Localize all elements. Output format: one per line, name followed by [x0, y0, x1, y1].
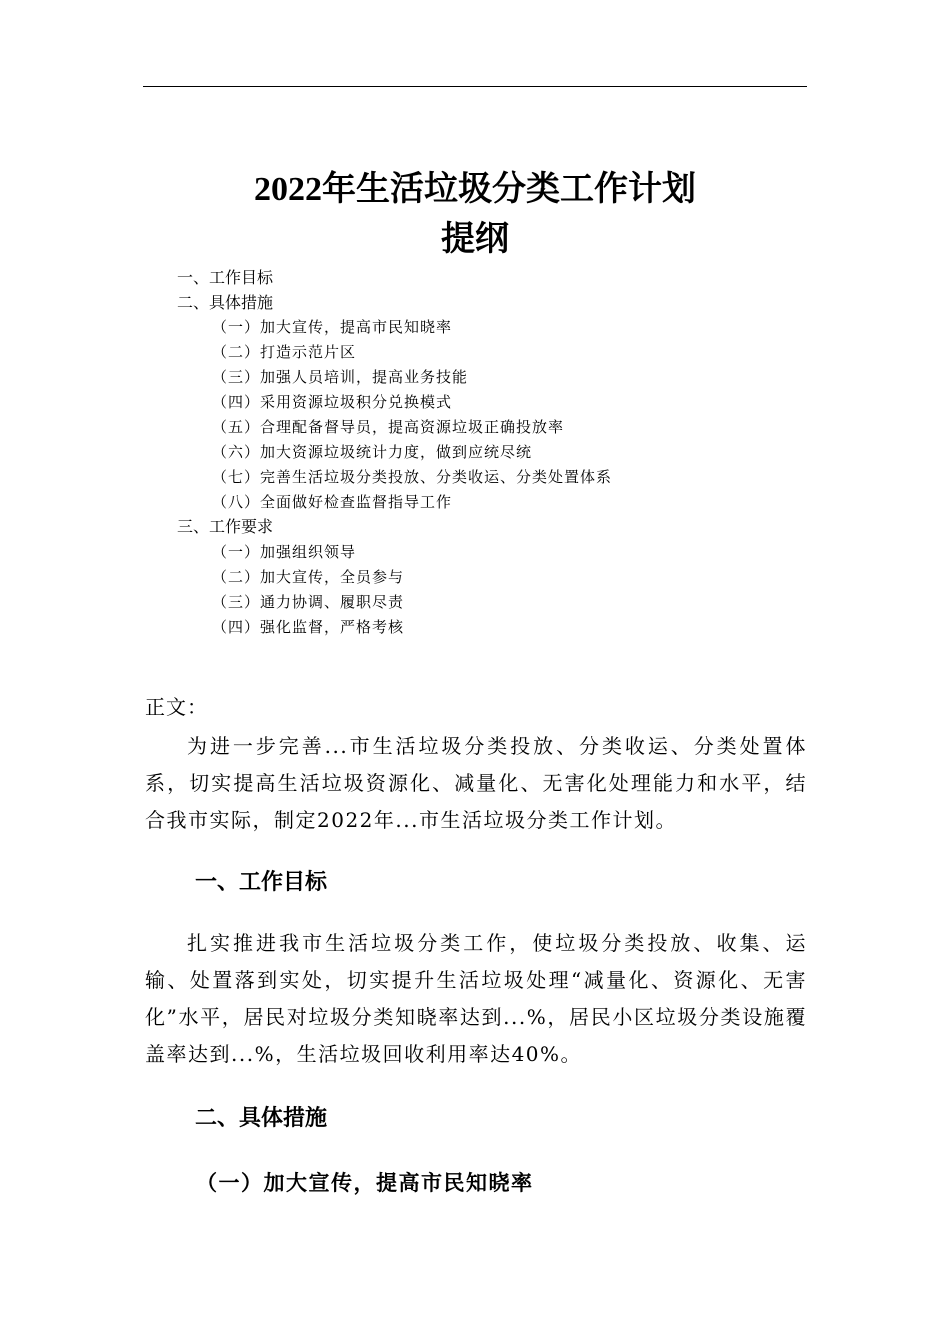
header-rule: [143, 86, 807, 87]
outline-section-2: 二、具体措施: [177, 293, 274, 312]
outline-item: （三）通力协调、履职尽责: [212, 593, 405, 611]
outline-section-3: 三、工作要求: [177, 517, 274, 536]
outline-item: （四）强化监督，严格考核: [212, 618, 405, 636]
outline-item: （六）加大资源垃圾统计力度，做到应统尽统: [212, 443, 533, 461]
section-heading-measures: 二、具体措施: [195, 1106, 328, 1131]
goals-paragraph: 扎实推进我市生活垃圾分类工作，使垃圾分类投放、收集、运输、处置落到实处，切实提升生活垃圾处理“减量化、资源化、无害化”水平，居民对垃圾分类知晓率达到...%，居民小区垃圾分类设施覆盖率达到...%，生活垃圾回收利用率达40%。: [145, 931, 807, 1066]
subsection-heading-publicity: （一）加大宣传，提高市民知晓率: [196, 1170, 534, 1195]
outline-item: （二）打造示范片区: [212, 343, 357, 361]
body-label: 正文：: [145, 695, 208, 719]
outline-item: （一）加大宣传，提高市民知晓率: [212, 318, 453, 336]
document-title-line2: 提纲: [441, 221, 509, 258]
outline-item: （三）加强人员培训，提高业务技能: [212, 368, 469, 386]
outline-item: （五）合理配备督导员，提高资源垃圾正确投放率: [212, 418, 565, 436]
outline-item: （八）全面做好检查监督指导工作: [212, 493, 453, 511]
intro-paragraph: 为进一步完善...市生活垃圾分类投放、分类收运、分类处置体系，切实提高生活垃圾资源化、减量化、无害化处理能力和水平，结合我市实际，制定2022年...市生活垃圾分类工作计划。: [145, 734, 807, 832]
outline-item: （七）完善生活垃圾分类投放、分类收运、分类处置体系: [212, 468, 613, 486]
outline-section-1: 一、工作目标: [177, 268, 274, 287]
outline-item: （四）采用资源垃圾积分兑换模式: [212, 393, 453, 411]
section-heading-goals: 一、工作目标: [195, 870, 328, 895]
outline-item: （一）加强组织领导: [212, 543, 357, 561]
document-title: 2022年生活垃圾分类工作计划: [254, 171, 696, 208]
outline-item: （二）加大宣传，全员参与: [212, 568, 405, 586]
